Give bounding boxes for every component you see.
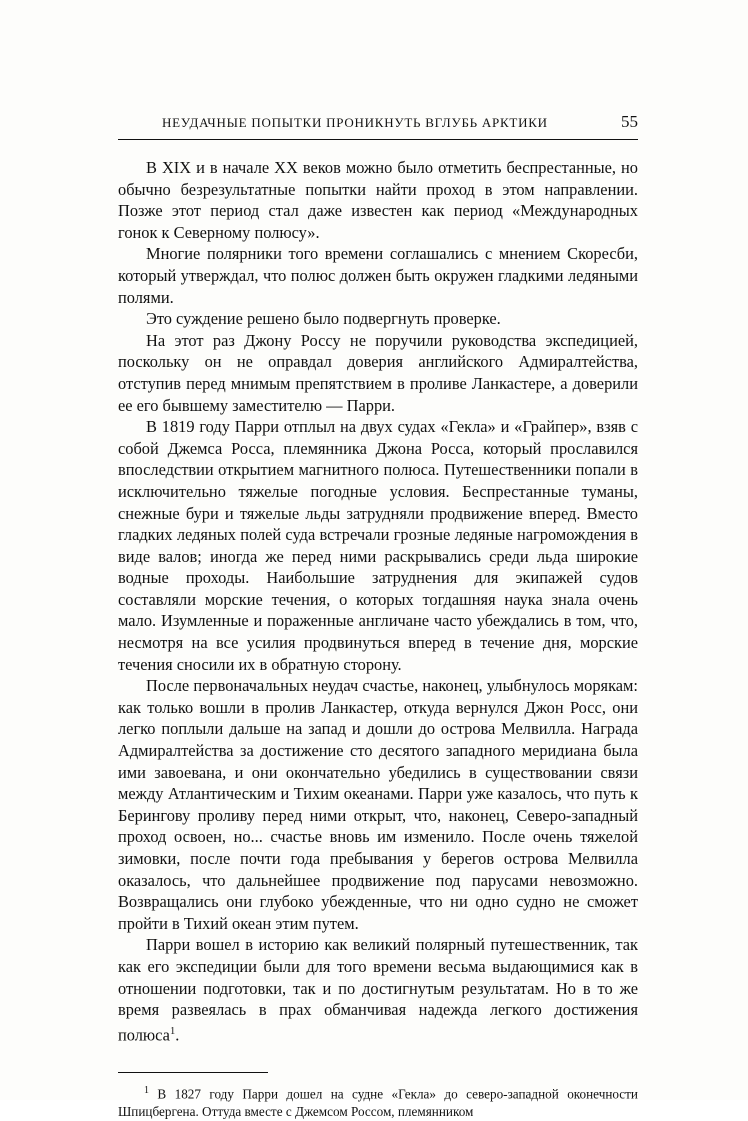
page-content (118, 112, 638, 1121)
paragraph: Это суждение решено было подвергнуть проверке. (146, 309, 501, 329)
paragraph: На этот раз Джону Россу не поручили руководства экспедицией, поскольку он не оправдал доверия английского Адмиралтейства, отступив перед мнимым препятствием в проливе Ланкастере, а доверили ее его бывшему заместителю — Парри. (118, 330, 638, 415)
paragraph: Многие полярники того времени соглашались с мнением Скоресби, который утверждал, что полюс должен быть окружен гладкими ледяными полями. (118, 244, 638, 307)
page-number: 55 (621, 112, 638, 131)
footnote-marker: 1 (144, 1084, 149, 1096)
footnote-text: В 1827 году Парри дошел на судне «Гекла» до северо-западной оконечности Шпицбергена. Оттуда вместе с Джемсом Россом, племянником (118, 1086, 638, 1120)
paragraph-with-footnote: Парри вошел в историю как великий полярный путешественник, так как его экспедиции были для того времени весьма выдающимися как в отношении подготовки, так и по достигнутым результатам. Но в то же время развеялась в прах обманчивая надежда легкого достижения полюса$^1$. (118, 935, 638, 1045)
footnote-body (118, 1082, 638, 1121)
paragraph-text: Парри вошел в историю как великий полярный путешественник, так как его экспедиции были для того времени весьма выдающимися как в отношении подготовки, так и по достигнутым результатам. Но в то же время развеялась в прах обманчивая надежда легкого достижения полюса (118, 935, 638, 1045)
paragraph: В XIX и в начале XX веков можно было отметить беспрестанные, но обычно безрезультатные попытки найти проход в этом направлении. Позже этот период стал даже известен как период «Международных гонок к Северному полюсу». (118, 158, 638, 242)
footnote (118, 1082, 638, 1121)
running-head (118, 112, 638, 132)
footnote-reference: 1 (169, 1025, 176, 1037)
paragraph: В 1819 году Парри отплыл на двух судах «Гекла» и «Грайпер», взяв с собой Джемса Росса, племянника Джона Росса, который прославился впоследствии открытием магнитного полюса. Путешественники попали в исключительно тяжелые погодные условия. Беспрестанные туманы, снежные бури и тяжелые льды затрудняли продвижение вперед. Вместо гладких ледяных полей суда встречали грозные ледяные нагромождения в виде валов; иногда же перед ними раскрывались среди льда широкие водные проходы. Наибольшие затруднения для экипажей судов составляли морские течения, о которых тогдашняя наука знала очень мало. Изумленные и пораженные англичане часто убеждались в том, что, несмотря на все усилия продвинуться вперед в течение дня, морские течения сносили их в обратную сторону. (118, 417, 638, 674)
running-head-title: НЕУДАЧНЫЕ ПОПЫТКИ ПРОНИКНУТЬ ВГЛУБЬ АРКТИКИ (162, 115, 548, 130)
paragraph: После первоначальных неудач счастье, наконец, улыбнулось морякам: как только вошли в пролив Ланкастер, откуда вернулся Джон Росс, они легко поплыли дальше на запад и дошли до острова Мелвилла. Награда Адмиралтейства за достижение сто десятого западного меридиана была ими завоевана, и они окончательно убедились в существовании связи между Атлантическим и Тихим океанами. Парри уже казалось, что путь к Берингову проливу перед ними открыт, что, наконец, Северо-западный проход освоен, но... счастье вновь им изменило. После очень тяжелой зимовки, после почти года пребывания у берегов острова Мелвилла оказалось, что дальнейшее продвижение под парусами невозможно. Возвращались они глубоко убежденные, что ни одно судно не сможет пройти в Тихий океан этим путем. (118, 676, 638, 933)
footnote-divider (118, 1072, 268, 1073)
body-text (118, 157, 638, 1046)
header-divider (118, 139, 638, 140)
